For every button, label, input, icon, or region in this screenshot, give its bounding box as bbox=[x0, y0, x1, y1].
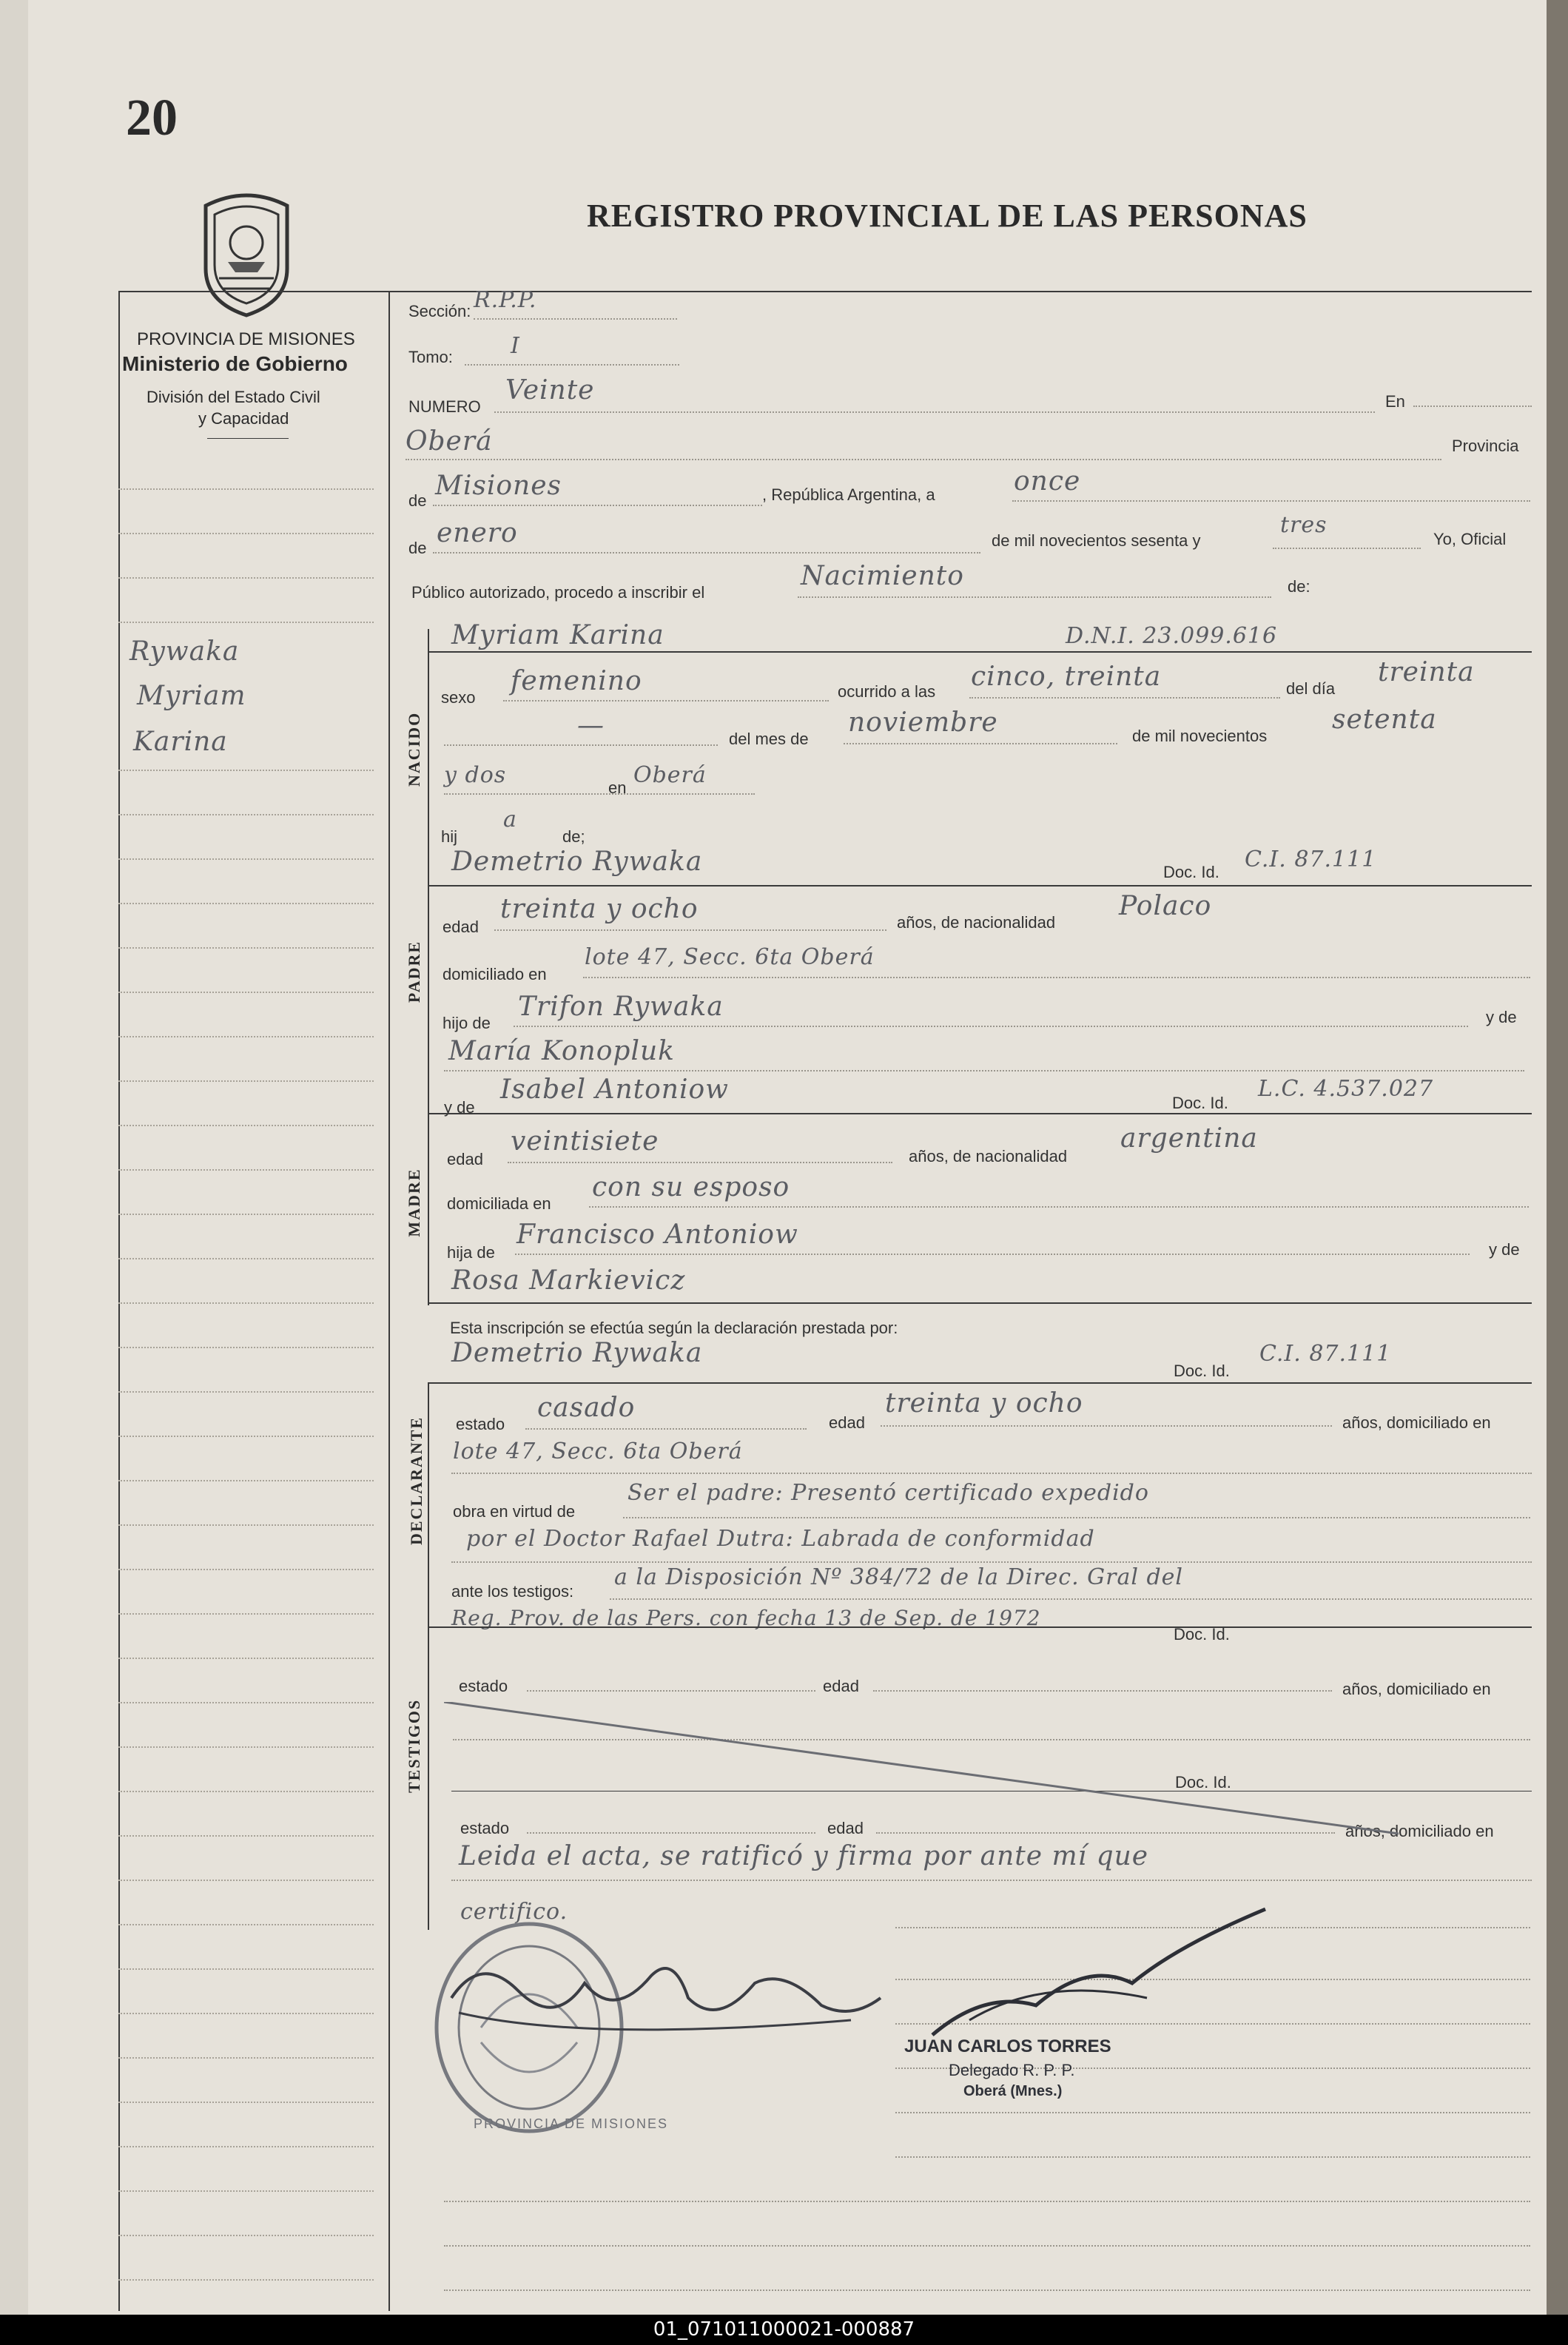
fill-line bbox=[1273, 548, 1421, 549]
margin-rule bbox=[118, 1480, 374, 1481]
fill-line bbox=[895, 2112, 1530, 2113]
margin-rule bbox=[118, 533, 374, 534]
margin-rule bbox=[118, 2057, 374, 2059]
label-test1-estado: estado bbox=[459, 1677, 508, 1695]
label-decl-estado: estado bbox=[456, 1415, 505, 1433]
page-title: REGISTRO PROVINCIAL DE LAS PERSONAS bbox=[587, 198, 1308, 234]
value-padre-dom: lote 47, Secc. 6ta Oberá bbox=[585, 944, 875, 970]
label-padre-y-de: y de bbox=[1486, 1008, 1517, 1026]
section-line bbox=[428, 1113, 1532, 1114]
value-seccion: R.P.P. bbox=[474, 287, 537, 313]
header-province: PROVINCIA DE MISIONES bbox=[137, 329, 355, 349]
fill-line bbox=[433, 505, 762, 506]
stamp-place: Oberá (Mnes.) bbox=[963, 2083, 1063, 2099]
label-en-lower: en bbox=[608, 778, 627, 797]
label-test2-estado: estado bbox=[460, 1819, 510, 1837]
value-padre-edad: treinta y ocho bbox=[500, 894, 699, 924]
section-bar bbox=[428, 629, 429, 895]
label-de2: de bbox=[408, 539, 427, 557]
section-declarante: DECLARANTE bbox=[407, 1416, 425, 1545]
label-hija-de: hija de bbox=[447, 1243, 495, 1262]
margin-rule bbox=[118, 1036, 374, 1037]
fill-line bbox=[444, 2290, 1530, 2291]
signature-declarante bbox=[437, 1939, 895, 2057]
image-id-footer: 01_071011000021-000887 bbox=[0, 2315, 1568, 2345]
fill-line bbox=[444, 793, 755, 795]
label-madre-nac: años, de nacionalidad bbox=[909, 1147, 1068, 1165]
fill-line bbox=[527, 1690, 815, 1692]
margin-surname: Rywaka bbox=[129, 636, 240, 667]
value-madre-nac: argentina bbox=[1120, 1123, 1258, 1154]
page-number: 20 bbox=[126, 90, 178, 147]
fill-line bbox=[494, 929, 886, 931]
value-cierre2: certifico. bbox=[460, 1899, 568, 1925]
header-divider bbox=[207, 438, 289, 439]
fill-line bbox=[610, 1598, 1532, 1600]
label-test1-doc: Doc. Id. bbox=[1174, 1625, 1230, 1643]
label-numero: NUMERO bbox=[408, 397, 481, 416]
label-del-mes: del mes de bbox=[729, 730, 809, 748]
fill-line bbox=[508, 1162, 892, 1163]
value-padre: Demetrio Rywaka bbox=[451, 847, 703, 877]
cancel-stroke bbox=[444, 1702, 1406, 1835]
value-padre-padre: Trifon Rywaka bbox=[518, 992, 724, 1022]
section-line bbox=[428, 1302, 1532, 1304]
fill-line bbox=[844, 743, 1117, 744]
fill-line bbox=[451, 1473, 1532, 1474]
fill-line bbox=[444, 1070, 1524, 1071]
margin-rule bbox=[118, 1169, 374, 1171]
margin-rule bbox=[118, 1214, 374, 1215]
margin-rule bbox=[118, 577, 374, 579]
value-madre-doc: L.C. 4.537.027 bbox=[1258, 1076, 1434, 1102]
book-spine-edge bbox=[0, 0, 30, 2315]
label-decl-doc: Doc. Id. bbox=[1174, 1362, 1230, 1380]
value-anio-nac: setenta bbox=[1332, 704, 1437, 735]
round-seal-text: PROVINCIA DE MISIONES bbox=[474, 2116, 669, 2131]
fill-line bbox=[525, 1428, 807, 1430]
value-hora: cinco, treinta bbox=[971, 662, 1162, 692]
fill-line bbox=[881, 1425, 1332, 1427]
label-madre-y-de: y de bbox=[1489, 1240, 1520, 1259]
margin-rule bbox=[118, 488, 374, 490]
label-hijo-de: hijo de bbox=[443, 1014, 491, 1032]
margin-rule bbox=[118, 858, 374, 860]
signature-official bbox=[925, 1902, 1273, 2050]
value-obra2: por el Doctor Rafael Dutra: Labrada de conformidad bbox=[466, 1526, 1095, 1552]
frame-top-line bbox=[118, 291, 1532, 292]
fill-line bbox=[895, 2156, 1530, 2158]
value-decl-edad: treinta y ocho bbox=[885, 1388, 1083, 1419]
fill-line bbox=[494, 411, 1375, 413]
value-sexo: femenino bbox=[511, 666, 642, 696]
section-bar bbox=[428, 1382, 429, 1626]
value-padre-madre: María Konopluk bbox=[448, 1036, 675, 1066]
value-obra1: Ser el padre: Presentó certificado expedido bbox=[627, 1480, 1149, 1506]
fill-line bbox=[451, 1561, 1532, 1563]
value-obra4: Reg. Prov. de las Pers. con fecha 13 de Sep. de 1972 bbox=[451, 1606, 1041, 1630]
value-declarante: Demetrio Rywaka bbox=[451, 1338, 703, 1368]
value-hij-suffix: a bbox=[503, 807, 517, 832]
margin-rule bbox=[118, 947, 374, 949]
section-bar bbox=[428, 1113, 429, 1305]
label-padre-edad: edad bbox=[443, 918, 479, 936]
value-madre: Isabel Antoniow bbox=[500, 1074, 729, 1105]
label-republica: , República Argentina, a bbox=[762, 485, 935, 504]
label-test2-edad: edad bbox=[827, 1819, 864, 1837]
stamp-name: JUAN CARLOS TORRES bbox=[904, 2036, 1111, 2056]
label-test1-dom: años, domiciliado en bbox=[1342, 1680, 1491, 1698]
section-line bbox=[428, 1626, 1532, 1628]
coat-of-arms-icon bbox=[198, 191, 295, 318]
label-test2-doc: Doc. Id. bbox=[1175, 1773, 1231, 1791]
label-decl-edad: edad bbox=[829, 1413, 865, 1432]
fill-line bbox=[873, 1690, 1332, 1692]
margin-middlename: Karina bbox=[133, 727, 228, 757]
value-madre-edad: veintisiete bbox=[511, 1126, 659, 1157]
fill-line bbox=[589, 1206, 1529, 1208]
section-line bbox=[428, 651, 1532, 653]
margin-rule bbox=[118, 992, 374, 993]
margin-rule bbox=[118, 622, 374, 623]
fill-line bbox=[583, 977, 1530, 978]
stamp-role: Delegado R. P. P. bbox=[949, 2061, 1075, 2079]
margin-rule bbox=[118, 1436, 374, 1437]
label-ante: ante los testigos: bbox=[451, 1582, 574, 1601]
label-del-dia: del día bbox=[1286, 679, 1336, 698]
frame-left-line bbox=[118, 291, 120, 2311]
value-mes: enero bbox=[437, 518, 518, 548]
value-dia: once bbox=[1014, 466, 1081, 497]
fill-line bbox=[623, 1517, 1530, 1518]
value-nombre: Myriam Karina bbox=[451, 620, 664, 650]
label-en: En bbox=[1385, 392, 1405, 411]
value-numero: Veinte bbox=[505, 375, 595, 406]
value-decl-estado: casado bbox=[537, 1393, 636, 1423]
margin-rule bbox=[118, 1658, 374, 1659]
margin-rule bbox=[118, 1702, 374, 1703]
margin-firstname: Myriam bbox=[137, 681, 246, 711]
label-padre-dom: domiciliado en bbox=[443, 965, 547, 983]
fill-line bbox=[433, 552, 980, 554]
margin-rule bbox=[118, 1835, 374, 1837]
fill-line bbox=[969, 697, 1280, 699]
margin-rule bbox=[118, 1569, 374, 1570]
fill-line bbox=[503, 700, 829, 702]
value-decl-dom: lote 47, Secc. 6ta Oberá bbox=[453, 1439, 743, 1464]
label-provincia: Provincia bbox=[1452, 437, 1519, 455]
margin-rule bbox=[118, 2146, 374, 2147]
margin-rule bbox=[118, 2013, 374, 2014]
margin-rule bbox=[118, 814, 374, 815]
value-anio-nac2: y dos bbox=[444, 762, 507, 788]
margin-rule bbox=[118, 1347, 374, 1348]
label-de-mil: de mil novecientos sesenta y bbox=[992, 531, 1201, 550]
value-guion: — bbox=[577, 710, 605, 741]
value-madre-padre: Francisco Antoniow bbox=[517, 1219, 798, 1250]
value-anio: tres bbox=[1280, 512, 1328, 538]
fill-line bbox=[451, 1880, 1532, 1881]
value-lugar-nac: Oberá bbox=[633, 762, 707, 788]
value-mes-nac: noviembre bbox=[848, 707, 998, 738]
fill-line bbox=[514, 1026, 1468, 1027]
section-padre: PADRE bbox=[405, 940, 423, 1003]
label-y-de-madre: y de bbox=[444, 1098, 475, 1117]
label-de-colon: de: bbox=[1288, 577, 1310, 596]
margin-rule bbox=[118, 1524, 374, 1526]
value-madre-dom: con su esposo bbox=[592, 1172, 790, 1202]
margin-rule bbox=[118, 2102, 374, 2103]
section-line bbox=[428, 1382, 1532, 1384]
fill-line bbox=[1413, 406, 1532, 407]
label-yo-oficial: Yo, Oficial bbox=[1433, 530, 1507, 548]
margin-rule bbox=[118, 2190, 374, 2192]
margin-rule bbox=[118, 1080, 374, 1082]
header-ministry: Ministerio de Gobierno bbox=[122, 352, 348, 375]
margin-rule bbox=[118, 1924, 374, 1925]
label-de-semicolon: de; bbox=[562, 827, 585, 846]
value-dni: D.N.I. 23.099.616 bbox=[1066, 623, 1278, 649]
label-esta-inscripcion: Esta inscripción se efectúa según la declaración prestada por: bbox=[450, 1319, 898, 1337]
fill-line bbox=[474, 318, 677, 320]
label-hij: hij bbox=[441, 827, 458, 846]
label-ocurrido: ocurrido a las bbox=[838, 682, 936, 701]
label-madre-doc: Doc. Id. bbox=[1172, 1094, 1228, 1112]
label-decl-dom: años, domiciliado en bbox=[1342, 1413, 1491, 1432]
value-tomo: I bbox=[511, 333, 520, 359]
label-madre-dom: domiciliada en bbox=[447, 1194, 551, 1213]
section-line bbox=[428, 885, 1532, 886]
header-division: División del Estado Civil bbox=[147, 388, 320, 406]
margin-rule bbox=[118, 1258, 374, 1259]
label-de-mil-nov: de mil novecientos bbox=[1132, 727, 1268, 745]
label-test1-edad: edad bbox=[823, 1677, 859, 1695]
label-tomo: Tomo: bbox=[408, 348, 453, 366]
margin-rule bbox=[118, 1880, 374, 1881]
label-padre-nac: años, de nacionalidad bbox=[897, 913, 1056, 932]
header-capacity: y Capacidad bbox=[198, 409, 289, 428]
value-provincia: Misiones bbox=[435, 471, 562, 501]
margin-rule bbox=[118, 1746, 374, 1748]
margin-rule bbox=[118, 1125, 374, 1126]
value-cierre1: Leida el acta, se ratificó y firma por ante mí que bbox=[459, 1841, 1149, 1871]
fill-line bbox=[798, 596, 1271, 598]
fill-line bbox=[515, 1254, 1470, 1255]
margin-rule bbox=[118, 770, 374, 771]
margin-rule bbox=[118, 1391, 374, 1393]
section-nacido: NACIDO bbox=[405, 711, 423, 787]
value-acto: Nacimiento bbox=[801, 561, 964, 591]
label-madre-edad: edad bbox=[447, 1150, 483, 1168]
fill-line bbox=[1012, 500, 1530, 502]
frame-inner-line bbox=[388, 291, 390, 2311]
value-decl-doc: C.I. 87.111 bbox=[1259, 1341, 1392, 1367]
margin-rule bbox=[118, 1302, 374, 1304]
fill-line bbox=[444, 2245, 1530, 2247]
label-sexo: sexo bbox=[441, 688, 476, 707]
label-padre-doc: Doc. Id. bbox=[1163, 863, 1219, 881]
fill-line bbox=[444, 744, 718, 746]
section-madre: MADRE bbox=[405, 1168, 423, 1237]
section-bar bbox=[428, 1626, 429, 1930]
margin-rule bbox=[118, 1613, 374, 1615]
value-dia-nac: treinta bbox=[1378, 657, 1475, 687]
value-padre-doc: C.I. 87.111 bbox=[1245, 847, 1377, 872]
fill-line bbox=[465, 364, 679, 366]
section-bar bbox=[428, 885, 429, 1122]
label-seccion: Sección: bbox=[408, 302, 471, 320]
value-obra3: a la Disposición Nº 384/72 de la Direc. Gral del bbox=[614, 1564, 1184, 1590]
value-lugar: Oberá bbox=[406, 426, 493, 457]
label-publico: Público autorizado, procedo a inscribir el bbox=[411, 583, 705, 602]
fill-line bbox=[406, 459, 1441, 460]
label-de: de bbox=[408, 491, 427, 510]
section-testigos: TESTIGOS bbox=[405, 1698, 423, 1793]
label-test2-dom: años, domiciliado en bbox=[1345, 1822, 1494, 1840]
label-obra: obra en virtud de bbox=[453, 1502, 576, 1521]
margin-rule bbox=[118, 1968, 374, 1970]
margin-rule bbox=[118, 2235, 374, 2236]
fill-line bbox=[444, 2201, 1530, 2202]
margin-rule bbox=[118, 1791, 374, 1792]
margin-rule bbox=[118, 2279, 374, 2281]
value-padre-nac: Polaco bbox=[1119, 891, 1212, 921]
value-madre-madre: Rosa Markievicz bbox=[451, 1265, 686, 1296]
margin-rule bbox=[118, 903, 374, 904]
